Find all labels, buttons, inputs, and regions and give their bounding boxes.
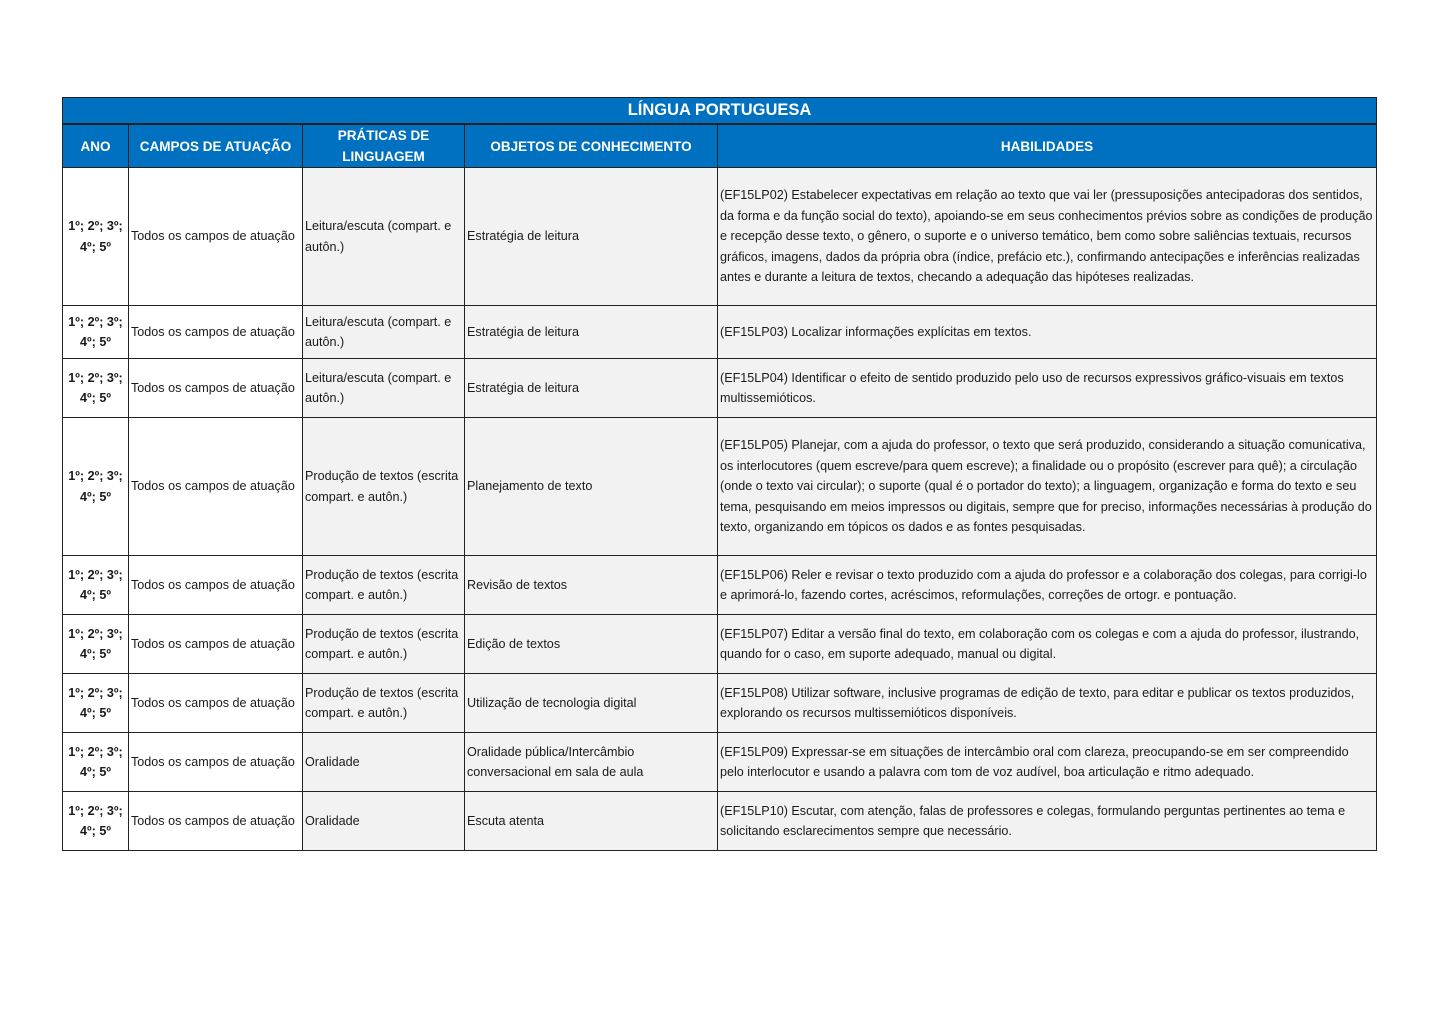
campos-cell: Todos os campos de atuação [129,306,303,359]
campos-cell: Todos os campos de atuação [129,615,303,674]
habilidades-cell: (EF15LP04) Identificar o efeito de sentido produzido pelo uso de recursos expressivos gráfico-visuais em textos multissemióticos. [718,359,1377,418]
campos-cell: Todos os campos de atuação [129,359,303,418]
ano-cell: 1º; 2º; 3º; 4º; 5º [63,168,129,306]
table-title: LÍNGUA PORTUGUESA [63,98,1377,125]
ano-cell: 1º; 2º; 3º; 4º; 5º [63,615,129,674]
ano-cell: 1º; 2º; 3º; 4º; 5º [63,792,129,851]
habilidades-cell: (EF15LP05) Planejar, com a ajuda do professor, o texto que será produzido, considerando a situação comunicativa, os interlocutores (quem escreve/para quem escreve); a finalidade ou o propósito (escrever para quê); a circulação (onde o texto vai circular); o suporte (qual é o portador do texto); a linguagem, organização e forma do texto e seu tema, pesquisando em meios impressos ou digitais, sempre que for preciso, informações necessárias à produção do texto, organizando em tópicos os dados e as fontes pesquisadas. [718,418,1377,556]
habilidades-cell: (EF15LP06) Reler e revisar o texto produzido com a ajuda do professor e a colaboração dos colegas, para corrigi-lo e aprimorá-lo, fazendo cortes, acréscimos, reformulações, correções de ortogr. e pontuação. [718,556,1377,615]
curriculum-table [62,97,1377,851]
header-habilidades: HABILIDADES [718,124,1377,168]
table-row [63,792,1377,851]
praticas-cell: Produção de textos (escrita compart. e autôn.) [303,674,465,733]
table-row [63,674,1377,733]
objetos-cell: Escuta atenta [465,792,718,851]
table-row [63,615,1377,674]
campos-cell: Todos os campos de atuação [129,556,303,615]
campos-cell: Todos os campos de atuação [129,674,303,733]
header-ano: ANO [63,124,129,168]
campos-cell: Todos os campos de atuação [129,418,303,556]
table-row [63,733,1377,792]
objetos-cell: Edição de textos [465,615,718,674]
habilidades-cell: (EF15LP09) Expressar-se em situações de intercâmbio oral com clareza, preocupando-se em ser compreendido pelo interlocutor e usando a palavra com tom de voz audível, boa articulação e ritmo adequado. [718,733,1377,792]
praticas-cell: Leitura/escuta (compart. e autôn.) [303,306,465,359]
praticas-cell: Oralidade [303,792,465,851]
table-row [63,306,1377,359]
objetos-cell: Revisão de textos [465,556,718,615]
habilidades-cell: (EF15LP03) Localizar informações explícitas em textos. [718,306,1377,359]
campos-cell: Todos os campos de atuação [129,168,303,306]
praticas-cell: Oralidade [303,733,465,792]
campos-cell: Todos os campos de atuação [129,733,303,792]
objetos-cell: Estratégia de leitura [465,359,718,418]
ano-cell: 1º; 2º; 3º; 4º; 5º [63,359,129,418]
objetos-cell: Estratégia de leitura [465,168,718,306]
ano-cell: 1º; 2º; 3º; 4º; 5º [63,418,129,556]
ano-cell: 1º; 2º; 3º; 4º; 5º [63,306,129,359]
habilidades-cell: (EF15LP10) Escutar, com atenção, falas de professores e colegas, formulando perguntas pertinentes ao tema e solicitando esclarecimentos sempre que necessário. [718,792,1377,851]
table-row [63,556,1377,615]
habilidades-cell: (EF15LP08) Utilizar software, inclusive programas de edição de texto, para editar e publicar os textos produzidos, explorando os recursos multissemióticos disponíveis. [718,674,1377,733]
header-praticas: PRÁTICAS DE LINGUAGEM [303,124,465,168]
table-row [63,359,1377,418]
praticas-cell: Leitura/escuta (compart. e autôn.) [303,168,465,306]
objetos-cell: Oralidade pública/Intercâmbio conversacional em sala de aula [465,733,718,792]
objetos-cell: Planejamento de texto [465,418,718,556]
habilidades-cell: (EF15LP07) Editar a versão final do texto, em colaboração com os colegas e com a ajuda do professor, ilustrando, quando for o caso, em suporte adequado, manual ou digital. [718,615,1377,674]
header-campos: CAMPOS DE ATUAÇÃO [129,124,303,168]
objetos-cell: Utilização de tecnologia digital [465,674,718,733]
ano-cell: 1º; 2º; 3º; 4º; 5º [63,674,129,733]
habilidades-cell: (EF15LP02) Estabelecer expectativas em relação ao texto que vai ler (pressuposições antecipadoras dos sentidos, da forma e da função social do texto), apoiando-se em seus conhecimentos prévios sobre as condições de produção e recepção desse texto, o gênero, o suporte e o universo temático, bem como sobre saliências textuais, recursos gráficos, imagens, dados da própria obra (índice, prefácio etc.), confirmando antecipações e inferências realizadas antes e durante a leitura de textos, checando a adequação das hipóteses realizadas. [718,168,1377,306]
table-row [63,418,1377,556]
praticas-cell: Produção de textos (escrita compart. e autôn.) [303,615,465,674]
praticas-cell: Produção de textos (escrita compart. e autôn.) [303,556,465,615]
table-row [63,168,1377,306]
ano-cell: 1º; 2º; 3º; 4º; 5º [63,733,129,792]
table-body [63,168,1377,851]
praticas-cell: Leitura/escuta (compart. e autôn.) [303,359,465,418]
ano-cell: 1º; 2º; 3º; 4º; 5º [63,556,129,615]
header-objetos: OBJETOS DE CONHECIMENTO [465,124,718,168]
campos-cell: Todos os campos de atuação [129,792,303,851]
praticas-cell: Produção de textos (escrita compart. e autôn.) [303,418,465,556]
objetos-cell: Estratégia de leitura [465,306,718,359]
